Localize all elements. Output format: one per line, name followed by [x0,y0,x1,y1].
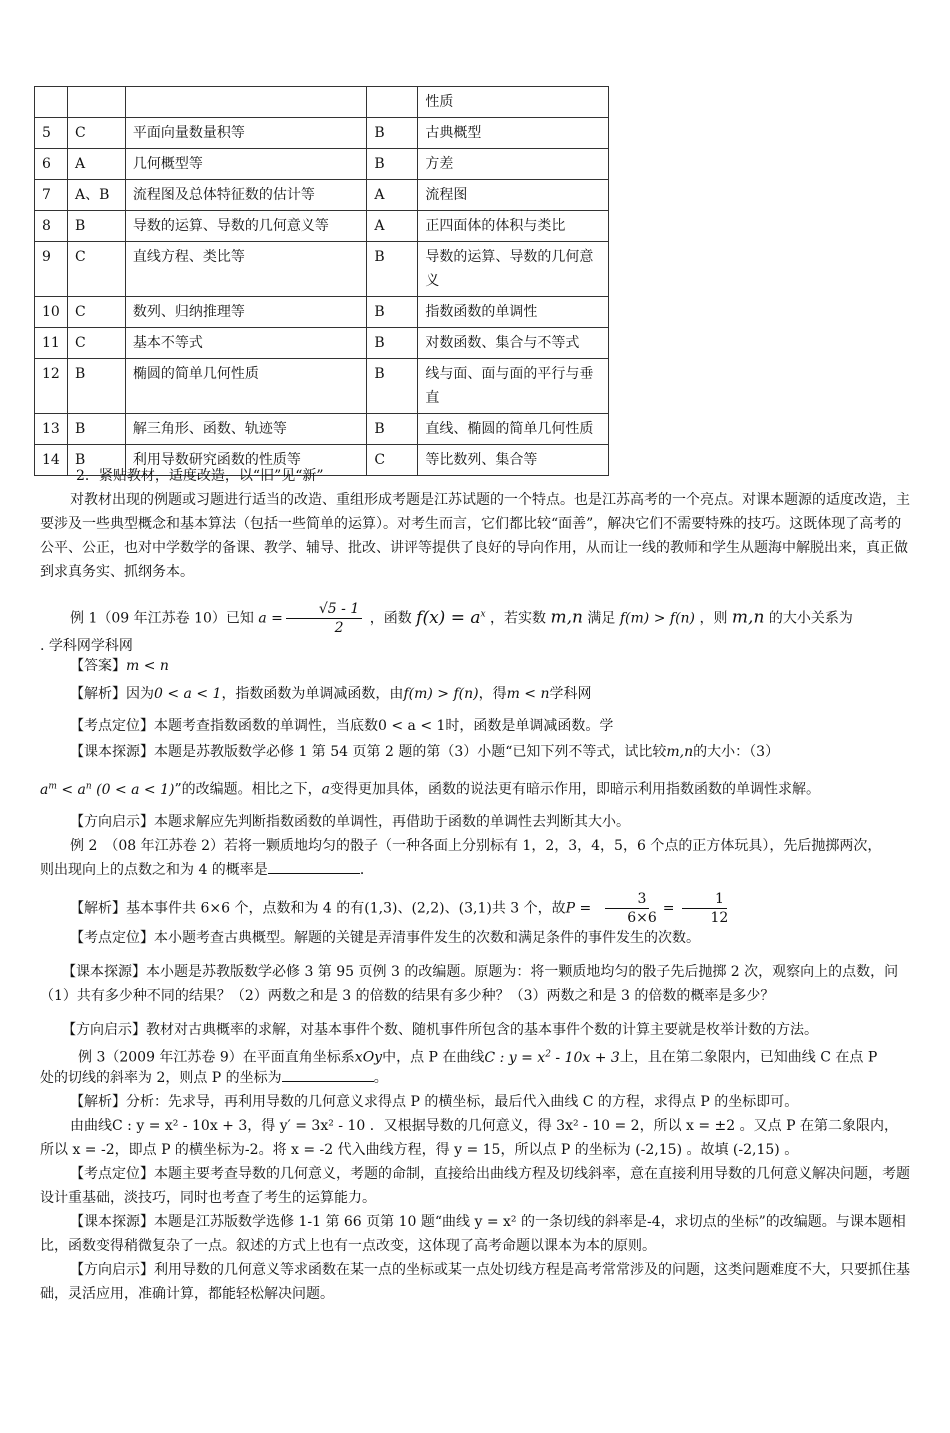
table-cell: 7 [35,180,68,211]
text: 的大小关系为 [768,610,853,627]
text: ，若实数 [490,610,547,627]
table-cell: 正四面体的体积与类比 [418,211,609,242]
table-cell: B [367,297,418,328]
table-row [35,118,609,149]
example-2-position: 【考点定位】本小题考查古典概型。解题的关键是弄清事件发生的次数和满足条件的事件发生的次数。 [70,930,700,946]
table-cell [35,87,68,118]
table-cell: A [367,180,418,211]
example-3-analysis: 【解析】分析：先求导，再利用导数的几何意义求得点 P 的横坐标，最后代入曲线 C 的方程，求得点 P 的坐标即可。 [70,1094,799,1110]
table-cell: C [367,445,418,476]
example-3-direction: 【方向启示】利用导数的几何意义等求函数在某一点的坐标或某一点处切线方程是高考常常涉及的问题，这类问题难度不大，只要抓住基础，灵活应用，准确计算，都能轻松解决问题。 [40,1262,910,1302]
text: ，则 [699,610,728,627]
example-1-direction: 【方向启示】本题求解应先判断指数函数的单调性，再借助于函数的单调性去判断其大小。 [70,814,630,830]
table-row [35,414,609,445]
example-3-source: 【课本探源】本题是江苏版数学选修 1-1 第 66 页第 10 题“曲线 y = x² 的一条切线的斜率是-4，求切点的坐标”的改编题。与课本题相比，函数变得稍微复杂了一点。叙述的方式上也有一点改变，这体现了高考命题以课本为本的原则。 [40,1214,906,1254]
table-cell: B [367,149,418,180]
table-cell: 对数函数、集合与不等式 [418,328,609,359]
example-2-question: 例 2 （08 年江苏卷 2）若将一颗质地均匀的骰子（一种各面上分别标有 1，2，3，4，5，6 个点的正方体玩具），先后抛掷两次， [70,838,882,854]
example-1-source-cont: $a^m < a^n$ (0 < a < 1)”的改编题。相比之下，a变得更加具体，函数的说法更有暗示作用，即暗示利用指数函数的单调性求解。 [40,781,821,798]
example-3-question: 例 3（2009 年江苏卷 9）在平面直角坐标系xOy中，点 P 在曲线C : $y = x^2 - 10x + 3$上，且在第二象限内，已知曲线 C 在点 P [78,1049,878,1066]
example-1-position: 【考点定位】本题考查指数函数的单调性，当底数0 < a < 1时，函数是单调减函数。学 [70,718,614,734]
table-cell: C [67,118,125,149]
math: m < n [126,658,169,674]
table-cell: 13 [35,414,68,445]
answer-blank [282,1067,374,1082]
math: f(m) > f(n) [619,610,696,627]
math: $f(x) = a^x$ [416,607,486,628]
table-cell: B [67,211,125,242]
table-cell: B [367,242,418,297]
table-row [35,149,609,180]
table-cell: B [367,414,418,445]
table-cell [367,87,418,118]
example-2-question-cont: 则出现向上的点数之和为 4 的概率是 ． [40,858,915,882]
example-3-derivation: 由曲线C : y = x² - 10x + 3，得 y′ = 3x² - 10 ．又根据导数的几何意义，得 3x² - 10 = 2，所以 x = ±2 。又点 P 在第二象限内， [70,1118,898,1134]
denominator: 2 [334,620,344,636]
table-cell: 古典概型 [418,118,609,149]
table-cell: 几何概型等 [125,149,366,180]
table-cell: C [67,242,125,297]
example-2-direction: 【方向启示】教材对古典概率的求解，对基本事件个数、随机事件所包含的基本事件个数的计算主要就是枚举计数的方法。 [62,1022,818,1038]
example-3-result: 所以 x = -2，即点 P 的横坐标为-2。将 x = -2 代入曲线方程，得 y = 15，所以点 P 的坐标为 (-2,15) 。故填 (-2,15) 。 [40,1142,799,1158]
table-cell: 5 [35,118,68,149]
table-cell: 平面向量数量积等 [125,118,366,149]
text: ，函数 [369,610,412,627]
table-row [35,297,609,328]
table-header-row [35,87,609,118]
table-cell: B [67,414,125,445]
table-cell: 14 [35,445,68,476]
answer-blank [268,859,360,874]
table-cell: 9 [35,242,68,297]
table-cell [67,87,125,118]
example-2-solution: 【解析】基本事件共 6×6 个，点数和为 4 的有(1,3)、(2,2)、(3,1)共 3 个，故P = $\frac{3}{6\times 6}$ = $\frac{1}{12}$ [70,891,729,926]
example-1-solution: 【解析】因为0 < a < 1，指数函数为单调减函数，由f(m) > f(n)，得m < n学科网 [70,686,592,702]
table-row [35,328,609,359]
table-cell: 8 [35,211,68,242]
section-paragraph: 对教材出现的例题或习题进行适当的改造、重组形成考题是江苏试题的一个特点。也是江苏高考的一个亮点。对课本题源的适度改造，主要涉及一些典型概念和基本算法（包括一些简单的运算）。对考生而言，它们都比较“面善”，解决它们不需要特殊的技巧。这既体现了高考的公平、公正，也对中学数学的备课、教学、辅导、批改、讲评等提供了良好的导向作用，从而让一线的教师和学生从题海中解脱出来，真正做到求真务实、抓纲务本。 [40,492,910,580]
example-1-answer [40,654,915,678]
table-cell: 导数的运算、导数的几何意义等 [125,211,366,242]
table-cell: B [367,118,418,149]
math: m,n [550,607,583,628]
section-heading: 2．紧贴教材，适度改造，以“旧”见“新” [76,468,324,484]
text: 例 1（09 年江苏卷 10）已知 [70,610,254,627]
example-2-source: 【课本探源】本小题是苏教版数学必修 3 第 95 页例 3 的改编题。原题为：将一颗质地均匀的骰子先后抛掷 2 次，观察向上的点数，问（1）共有多少种不同的结果？（2）两数之和是 3 的倍数的结果有多少种？（3）两数之和是 3 的倍数的概率是多少？ [40,964,899,1004]
table-cell: 数列、归纳推理等 [125,297,366,328]
table-cell: B [67,445,125,476]
example-1-source: 【课本探源】本题是苏教版数学必修 1 第 54 页第 2 题的第（3）小题“已知下列不等式，试比较m,n的大小：（3） [70,744,780,760]
table-cell: 流程图及总体特征数的估计等 [125,180,366,211]
table-cell: B [367,359,418,414]
table-cell: A、B [67,180,125,211]
table-cell: B [367,328,418,359]
table-cell: 导数的运算、导数的几何意义 [418,242,609,297]
table-cell: 6 [35,149,68,180]
table-cell: C [67,297,125,328]
math: a = [258,610,283,627]
example-1-question [40,600,915,637]
table-cell: 等比数列、集合等 [418,445,609,476]
table-cell: C [67,328,125,359]
example-3-position: 【考点定位】本题主要考查导数的几何意义，考题的命制，直接给出曲线方程及切线斜率，意在直接利用导数的几何意义解决问题，考题设计重基础，淡技巧，同时也考查了考生的运算能力。 [40,1166,910,1206]
label: 【答案】 [70,658,126,674]
topic-table [34,86,609,476]
table-cell: 线与面、面与面的平行与垂直 [418,359,609,414]
table-cell: 指数函数的单调性 [418,297,609,328]
table-cell: 利用导数研究函数的性质等 [125,445,366,476]
table-cell: 直线、椭圆的简单几何性质 [418,414,609,445]
table-row [35,211,609,242]
table-cell: A [67,149,125,180]
table-cell: 基本不等式 [125,328,366,359]
table-cell: 解三角形、函数、轨迹等 [125,414,366,445]
table-cell: 流程图 [418,180,609,211]
table-row [35,242,609,297]
table-cell: 12 [35,359,68,414]
table-cell: A [367,211,418,242]
numerator: √5 - 1 [286,600,362,619]
table-cell: 10 [35,297,68,328]
table-cell: 直线方程、类比等 [125,242,366,297]
table-cell [125,87,366,118]
text: 满足 [587,610,616,627]
table-cell: B [67,359,125,414]
table-row [35,180,609,211]
fraction [286,600,362,637]
math: m,n [731,607,765,628]
table-row [35,359,609,414]
example-1-line2: . 学科网学科网 [40,638,133,654]
table-cell: 方差 [418,149,609,180]
example-3-question-cont: 处的切线的斜率为 2，则点 P 的坐标为 。 [40,1066,915,1090]
table-cell: 11 [35,328,68,359]
table-cell: 椭圆的简单几何性质 [125,359,366,414]
table-cell: 性质 [418,87,609,118]
